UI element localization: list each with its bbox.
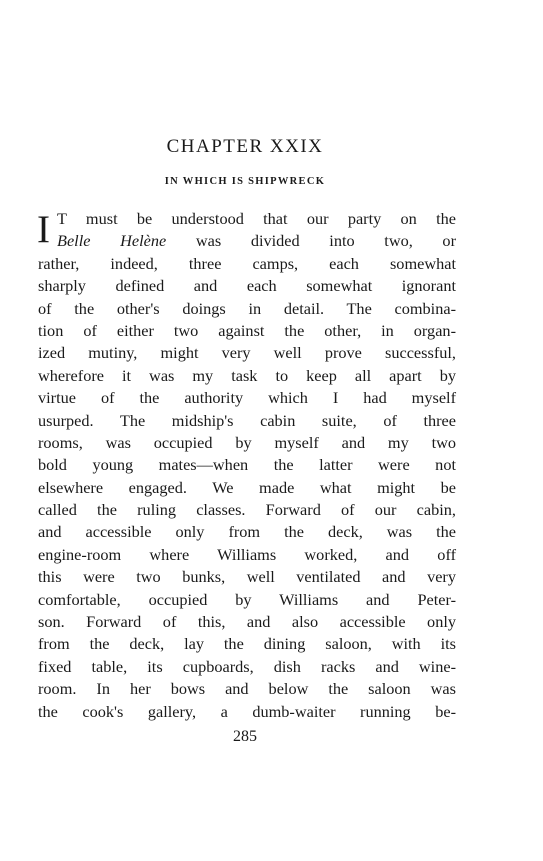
ship-name: Belle Helène <box>57 231 167 251</box>
text-line: elsewhere engaged. We made what might be <box>38 477 456 497</box>
text-line: sharply defined and each somewhat ignorant <box>38 276 456 296</box>
text-line: from the deck, lay the dining saloon, with its <box>38 634 456 654</box>
page-number: 285 <box>233 728 257 745</box>
text-line: rather, indeed, three camps, each somewhat <box>38 253 456 273</box>
text-line <box>38 230 456 252</box>
chapter-title: CHAPTER XXIX <box>166 136 324 157</box>
text-line: this were two bunks, well ventilated and very <box>38 567 456 587</box>
text-line: rooms, was occupied by myself and my two <box>38 432 456 452</box>
text-line: called the ruling classes. Forward of our cabin, <box>38 500 456 520</box>
text-line: of the other's doings in detail. The combina- <box>38 298 456 318</box>
body-text <box>38 208 456 723</box>
text-line: engine-room where Williams worked, and off <box>38 544 456 564</box>
text-line: tion of either two against the other, in organ- <box>38 320 456 340</box>
text-line: ized mutiny, might very well prove successful, <box>38 343 456 363</box>
text-line: and accessible only from the deck, was the <box>38 522 456 542</box>
text-line: bold young mates—when the latter were not <box>38 455 456 475</box>
text-line-ship-name: Belle Helène was divided into two, or <box>57 231 456 251</box>
text-line: wherefore it was my task to keep all apart by <box>38 365 456 385</box>
text-line: the cook's gallery, a dumb-waiter running be- <box>38 701 456 721</box>
text-line: usurped. The midship's cabin suite, of three <box>38 410 456 430</box>
text-line: son. Forward of this, and also accessible only <box>38 612 456 632</box>
text-line: comfortable, occupied by Williams and Peter- <box>38 589 456 609</box>
text-line: T must be understood that our party on the <box>57 209 456 228</box>
text-line: virtue of the authority which I had myself <box>38 388 456 408</box>
drop-cap: I <box>37 208 50 251</box>
text-line: fixed table, its cupboards, dish racks and wine- <box>38 656 456 676</box>
text-line: room. In her bows and below the saloon was <box>38 679 456 699</box>
chapter-subtitle: IN WHICH IS SHIPWRECK <box>164 176 326 187</box>
